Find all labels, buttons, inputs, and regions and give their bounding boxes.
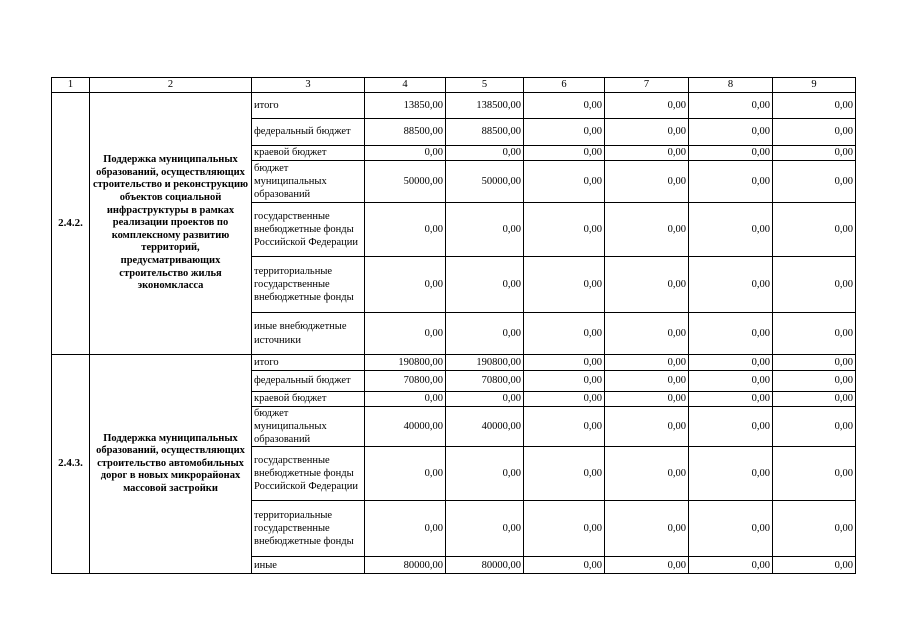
table-body [52,78,856,574]
amount-cell: 13850,00 [365,93,446,119]
funding-source: федеральный бюджет [252,371,365,392]
amount-cell: 0,00 [446,146,524,161]
amount-cell: 0,00 [524,257,605,313]
amount-cell: 88500,00 [446,119,524,146]
amount-cell: 0,00 [773,447,856,501]
amount-cell: 0,00 [524,501,605,557]
funding-source: бюджет муниципальных образований [252,161,365,203]
amount-cell: 0,00 [524,146,605,161]
amount-cell: 0,00 [446,257,524,313]
amount-cell: 0,00 [605,557,689,574]
amount-cell: 0,00 [773,257,856,313]
amount-cell: 0,00 [689,257,773,313]
funding-source: бюджет муниципальных образований [252,407,365,447]
amount-cell: 0,00 [689,93,773,119]
amount-cell: 50000,00 [446,161,524,203]
section-code: 2.4.2. [52,93,90,355]
amount-cell: 80000,00 [446,557,524,574]
amount-cell: 0,00 [689,501,773,557]
column-number-row [52,78,856,93]
amount-cell: 0,00 [446,447,524,501]
amount-cell: 70800,00 [446,371,524,392]
amount-cell: 138500,00 [446,93,524,119]
amount-cell: 0,00 [773,407,856,447]
amount-cell: 70800,00 [365,371,446,392]
funding-source: государственные внебюджетные фонды Российской Федерации [252,447,365,501]
amount-cell: 80000,00 [365,557,446,574]
section-title: Поддержка муниципальных образований, осуществляющих строительство автомобильных дорог в новых микрорайонах массовой застройки [90,355,252,574]
amount-cell: 0,00 [773,161,856,203]
amount-cell: 40000,00 [365,407,446,447]
amount-cell: 0,00 [365,447,446,501]
amount-cell: 0,00 [524,203,605,257]
amount-cell: 0,00 [446,501,524,557]
section-title: Поддержка муниципальных образований, осуществляющих строительство и реконструкцию объектов социальной инфраструктуры в рамках реализации проектов по комплексному развитию территорий, предусматривающих строительство жилья экономкласса [90,93,252,355]
column-number: 6 [524,78,605,93]
amount-cell: 0,00 [446,392,524,407]
amount-cell: 0,00 [365,501,446,557]
funding-source: краевой бюджет [252,146,365,161]
column-number: 9 [773,78,856,93]
amount-cell: 0,00 [524,407,605,447]
amount-cell: 0,00 [689,313,773,355]
amount-cell: 0,00 [446,203,524,257]
amount-cell: 50000,00 [365,161,446,203]
amount-cell: 0,00 [689,371,773,392]
amount-cell: 0,00 [689,355,773,371]
amount-cell: 0,00 [365,257,446,313]
section-code: 2.4.3. [52,355,90,574]
column-number: 1 [52,78,90,93]
amount-cell: 88500,00 [365,119,446,146]
amount-cell: 0,00 [773,93,856,119]
amount-cell: 0,00 [605,355,689,371]
amount-cell: 0,00 [524,557,605,574]
column-number: 8 [689,78,773,93]
amount-cell: 0,00 [524,447,605,501]
amount-cell: 0,00 [524,93,605,119]
amount-cell: 0,00 [605,146,689,161]
amount-cell: 40000,00 [446,407,524,447]
funding-source: краевой бюджет [252,392,365,407]
amount-cell: 0,00 [365,392,446,407]
amount-cell: 0,00 [689,407,773,447]
amount-cell: 190800,00 [365,355,446,371]
funding-source: государственные внебюджетные фонды Российской Федерации [252,203,365,257]
amount-cell: 0,00 [605,371,689,392]
amount-cell: 0,00 [773,355,856,371]
amount-cell: 0,00 [446,313,524,355]
amount-cell: 0,00 [689,161,773,203]
amount-cell: 0,00 [524,161,605,203]
funding-source: итого [252,93,365,119]
amount-cell: 0,00 [605,161,689,203]
amount-cell: 0,00 [524,371,605,392]
amount-cell: 0,00 [524,119,605,146]
amount-cell: 0,00 [689,119,773,146]
amount-cell: 0,00 [605,407,689,447]
funding-source: итого [252,355,365,371]
budget-table [51,77,856,574]
amount-cell: 0,00 [524,392,605,407]
funding-source: федеральный бюджет [252,119,365,146]
amount-cell: 0,00 [773,146,856,161]
amount-cell: 0,00 [773,557,856,574]
table-row [52,93,856,119]
column-number: 2 [90,78,252,93]
amount-cell: 0,00 [689,146,773,161]
amount-cell: 0,00 [605,203,689,257]
amount-cell: 0,00 [365,203,446,257]
amount-cell: 0,00 [605,447,689,501]
funding-source: иные внебюджетные источники [252,313,365,355]
amount-cell: 0,00 [773,203,856,257]
column-number: 3 [252,78,365,93]
amount-cell: 0,00 [773,313,856,355]
amount-cell: 190800,00 [446,355,524,371]
amount-cell: 0,00 [524,313,605,355]
amount-cell: 0,00 [605,93,689,119]
funding-source: территориальные государственные внебюджетные фонды [252,501,365,557]
amount-cell: 0,00 [365,313,446,355]
amount-cell: 0,00 [773,119,856,146]
amount-cell: 0,00 [524,355,605,371]
amount-cell: 0,00 [605,313,689,355]
column-number: 5 [446,78,524,93]
amount-cell: 0,00 [773,371,856,392]
amount-cell: 0,00 [605,119,689,146]
amount-cell: 0,00 [605,501,689,557]
funding-source: иные [252,557,365,574]
amount-cell: 0,00 [773,392,856,407]
amount-cell: 0,00 [689,203,773,257]
amount-cell: 0,00 [605,257,689,313]
column-number: 7 [605,78,689,93]
column-number: 4 [365,78,446,93]
amount-cell: 0,00 [605,392,689,407]
funding-source: территориальные государственные внебюджетные фонды [252,257,365,313]
amount-cell: 0,00 [773,501,856,557]
table-row [52,355,856,371]
amount-cell: 0,00 [689,392,773,407]
amount-cell: 0,00 [689,557,773,574]
amount-cell: 0,00 [689,447,773,501]
amount-cell: 0,00 [365,146,446,161]
